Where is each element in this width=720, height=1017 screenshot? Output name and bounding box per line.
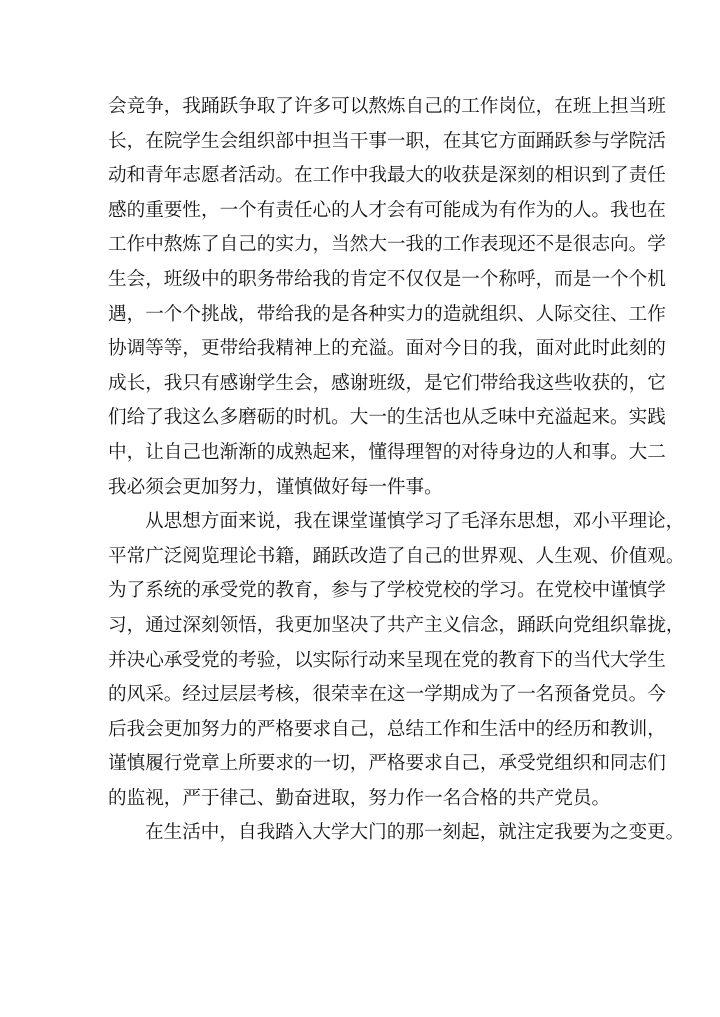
body-text <box>108 90 685 851</box>
text-line: 会竞争，我踊跃争取了许多可以熬炼自己的工作岗位，在班上担当班 <box>108 96 666 117</box>
text-line: 生会，班级中的职务带给我的肯定不仅仅是一个称呼，而是一个个机 <box>108 268 666 290</box>
text-line: 后我会更加努力的严格要求自己，总结工作和生活中的经历和教训， <box>108 718 666 740</box>
text-line: 工作中熬炼了自己的实力，当然大一我的工作表现还不是很志向。学 <box>108 234 666 256</box>
text-line: 为了系统的承受党的教育，参与了学校党校的学习。在党校中谨慎学 <box>108 580 666 602</box>
text-line: 习，通过深刻领悟，我更加坚决了共产主义信念，踊跃向党组织靠拢， <box>108 614 685 636</box>
text-line: 的风采。经过层层考核，很荣幸在这一学期成为了一名预备党员。今 <box>108 684 666 706</box>
paragraph-1 <box>108 90 666 505</box>
text-line: 感的重要性，一个有责任心的人才会有可能成为有作为的人。我也在 <box>108 199 666 221</box>
text-line: 长，在院学生会组织部中担当干事一职，在其它方面踊跃参与学院活 <box>108 130 666 152</box>
text-line: 在生活中，自我踏入大学大门的那一刻起，就注定我要为之变更。 <box>145 822 685 844</box>
text-line: 我必须会更加努力，谨慎做好每一件事。 <box>108 476 443 498</box>
text-line: 成长，我只有感谢学生会，感谢班级，是它们带给我这些收获的，它 <box>108 372 666 394</box>
text-line: 们给了我这么多磨砺的时机。大一的生活也从乏味中充溢起来。实践 <box>108 407 666 429</box>
text-line: 的监视，严于律己、勤奋进取，努力作一名合格的共产党员。 <box>108 787 611 809</box>
text-line: 从思想方面来说，我在课堂谨慎学习了毛泽东思想，邓小平理论， <box>145 511 685 533</box>
text-line: 平常广泛阅览理论书籍，踊跃改造了自己的世界观、人生观、价值观。 <box>108 545 685 567</box>
text-line: 动和青年志愿者活动。在工作中我最大的收获是深刻的相识到了责任 <box>108 165 666 187</box>
text-line: 并决心承受党的考验，以实际行动来呈现在党的教育下的当代大学生 <box>108 649 666 671</box>
text-line: 协调等等，更带给我精神上的充溢。面对今日的我，面对此时此刻的 <box>108 338 666 360</box>
paragraph-2 <box>108 505 685 816</box>
paragraph-3 <box>108 816 685 851</box>
text-line: 遇，一个个挑战，带给我的是各种实力的造就组织、人际交往、工作 <box>108 303 666 325</box>
text-line: 中，让自己也渐渐的成熟起来，懂得理智的对待身边的人和事。大二 <box>108 441 666 463</box>
text-line: 谨慎履行党章上所要求的一切，严格要求自己，承受党组织和同志们 <box>108 753 666 775</box>
